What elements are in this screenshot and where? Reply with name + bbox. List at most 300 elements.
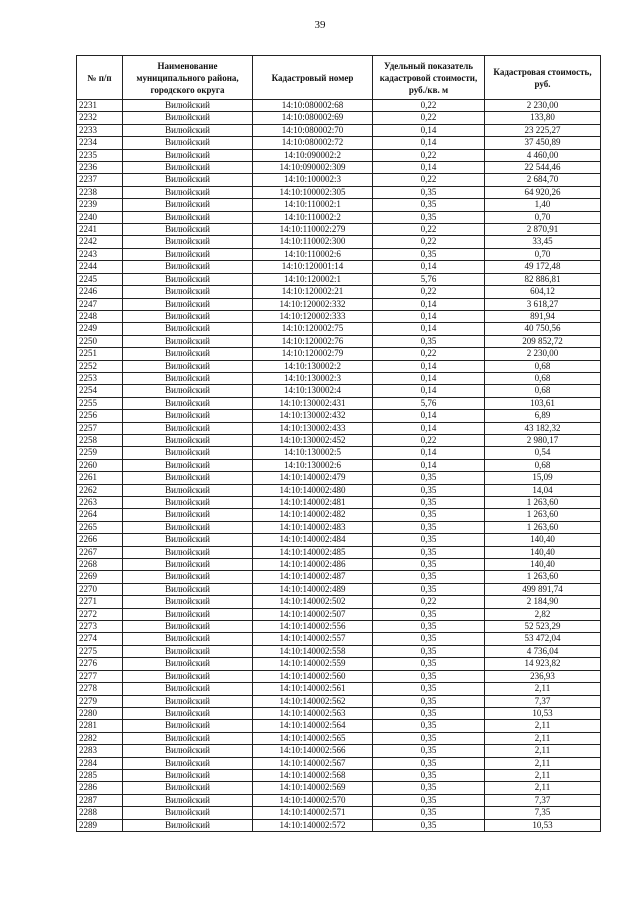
row-number-cell: 2271 [77,596,123,608]
cadastral-number-cell: 14:10:140002:489 [253,583,373,595]
row-number-cell: 2284 [77,757,123,769]
cadastral-value-cell: 140,40 [485,546,601,558]
unit-rate-cell: 0,35 [373,819,485,831]
row-number-cell: 2246 [77,286,123,298]
table-row [77,732,601,744]
cadastral-value-cell: 7,37 [485,695,601,707]
cadastral-value-cell: 0,68 [485,385,601,397]
row-number-cell: 2248 [77,310,123,322]
row-number-cell: 2278 [77,683,123,695]
district-cell: Вилюйский [123,236,253,248]
cadastral-number-cell: 14:10:140002:487 [253,571,373,583]
row-number-cell: 2269 [77,571,123,583]
unit-rate-cell: 0,35 [373,683,485,695]
cadastral-number-cell: 14:10:140002:562 [253,695,373,707]
cadastral-number-cell: 14:10:140002:480 [253,484,373,496]
table-row [77,596,601,608]
table-row [77,273,601,285]
cadastral-number-cell: 14:10:140002:485 [253,546,373,558]
cadastral-value-cell: 2,11 [485,782,601,794]
row-number-cell: 2270 [77,583,123,595]
row-number-cell: 2234 [77,137,123,149]
unit-rate-cell: 0,22 [373,236,485,248]
cadastral-value-cell: 2,82 [485,608,601,620]
table-row [77,707,601,719]
table-row [77,174,601,186]
cadastral-number-cell: 14:10:140002:563 [253,707,373,719]
row-number-cell: 2239 [77,199,123,211]
cadastral-value-cell: 0,70 [485,248,601,260]
unit-rate-cell: 0,35 [373,745,485,757]
cadastral-number-cell: 14:10:140002:483 [253,521,373,533]
district-cell: Вилюйский [123,645,253,657]
district-cell: Вилюйский [123,310,253,322]
cadastral-value-cell: 2 870,91 [485,224,601,236]
cadastral-value-cell: 52 523,29 [485,621,601,633]
unit-rate-cell: 0,14 [373,360,485,372]
cadastral-value-cell: 2 230,00 [485,100,601,112]
cadastral-value-cell: 236,93 [485,670,601,682]
table-row [77,769,601,781]
district-cell: Вилюйский [123,186,253,198]
row-number-cell: 2263 [77,497,123,509]
district-cell: Вилюйский [123,658,253,670]
cadastral-number-cell: 14:10:120002:332 [253,298,373,310]
unit-rate-cell: 0,35 [373,484,485,496]
unit-rate-cell: 0,35 [373,186,485,198]
row-number-cell: 2259 [77,447,123,459]
district-cell: Вилюйский [123,794,253,806]
row-number-cell: 2277 [77,670,123,682]
unit-rate-cell: 0,35 [373,583,485,595]
cadastral-number-cell: 14:10:130002:3 [253,372,373,384]
district-cell: Вилюйский [123,261,253,273]
cadastral-number-cell: 14:10:140002:482 [253,509,373,521]
unit-rate-cell: 0,35 [373,472,485,484]
row-number-cell: 2283 [77,745,123,757]
row-number-cell: 2247 [77,298,123,310]
district-cell: Вилюйский [123,323,253,335]
district-cell: Вилюйский [123,459,253,471]
cadastral-value-cell: 10,53 [485,819,601,831]
table-row [77,224,601,236]
cadastral-number-cell: 14:10:120002:333 [253,310,373,322]
cadastral-number-cell: 14:10:140002:560 [253,670,373,682]
row-number-cell: 2233 [77,124,123,136]
unit-rate-cell: 0,35 [373,670,485,682]
cadastral-number-cell: 14:10:090002:309 [253,162,373,174]
cadastral-value-cell: 82 886,81 [485,273,601,285]
unit-rate-cell: 0,22 [373,286,485,298]
cadastral-number-cell: 14:10:130002:431 [253,397,373,409]
unit-rate-cell: 0,35 [373,658,485,670]
cadastral-value-cell: 140,40 [485,534,601,546]
row-number-cell: 2258 [77,434,123,446]
table-row [77,807,601,819]
cadastral-number-cell: 14:10:140002:484 [253,534,373,546]
cadastral-number-cell: 14:10:140002:567 [253,757,373,769]
cadastral-number-cell: 14:10:140002:568 [253,769,373,781]
cadastral-number-cell: 14:10:140002:572 [253,819,373,831]
table-row [77,583,601,595]
cadastral-value-cell: 0,68 [485,372,601,384]
row-number-cell: 2282 [77,732,123,744]
unit-rate-cell: 0,14 [373,422,485,434]
district-cell: Вилюйский [123,224,253,236]
table-row [77,112,601,124]
table-row [77,782,601,794]
district-cell: Вилюйский [123,100,253,112]
row-number-cell: 2251 [77,348,123,360]
district-cell: Вилюйский [123,596,253,608]
table-row [77,236,601,248]
row-number-cell: 2242 [77,236,123,248]
unit-rate-cell: 0,35 [373,621,485,633]
row-number-cell: 2285 [77,769,123,781]
cadastral-number-cell: 14:10:110002:1 [253,199,373,211]
row-number-cell: 2254 [77,385,123,397]
table-row [77,658,601,670]
row-number-cell: 2273 [77,621,123,633]
unit-rate-cell: 0,14 [373,162,485,174]
row-number-cell: 2267 [77,546,123,558]
unit-rate-cell: 5,76 [373,397,485,409]
unit-rate-cell: 0,22 [373,434,485,446]
row-number-cell: 2237 [77,174,123,186]
table-row [77,472,601,484]
district-cell: Вилюйский [123,199,253,211]
cadastral-number-cell: 14:10:120001:14 [253,261,373,273]
unit-rate-cell: 0,35 [373,497,485,509]
cadastral-number-cell: 14:10:140002:558 [253,645,373,657]
unit-rate-cell: 0,14 [373,372,485,384]
cadastral-value-cell: 133,80 [485,112,601,124]
row-number-cell: 2268 [77,559,123,571]
district-cell: Вилюйский [123,546,253,558]
row-number-cell: 2238 [77,186,123,198]
cadastral-value-table [76,55,601,832]
cadastral-value-cell: 209 852,72 [485,335,601,347]
table-row [77,497,601,509]
cadastral-value-cell: 2,11 [485,683,601,695]
cadastral-number-cell: 14:10:140002:569 [253,782,373,794]
unit-rate-cell: 0,35 [373,732,485,744]
table-row [77,521,601,533]
unit-rate-cell: 0,14 [373,323,485,335]
cadastral-value-cell: 43 182,32 [485,422,601,434]
table-row [77,745,601,757]
cadastral-number-cell: 14:10:120002:76 [253,335,373,347]
cadastral-number-cell: 14:10:110002:300 [253,236,373,248]
district-cell: Вилюйский [123,509,253,521]
table-row [77,571,601,583]
table-row [77,633,601,645]
row-number-cell: 2241 [77,224,123,236]
cadastral-number-cell: 14:10:140002:561 [253,683,373,695]
cadastral-number-cell: 14:10:140002:566 [253,745,373,757]
cadastral-value-cell: 23 225,27 [485,124,601,136]
unit-rate-cell: 0,35 [373,782,485,794]
row-number-cell: 2276 [77,658,123,670]
row-number-cell: 2275 [77,645,123,657]
row-number-cell: 2249 [77,323,123,335]
table-row [77,124,601,136]
cadastral-value-cell: 103,61 [485,397,601,409]
district-cell: Вилюйский [123,112,253,124]
district-cell: Вилюйский [123,385,253,397]
row-number-cell: 2279 [77,695,123,707]
table-row [77,720,601,732]
cadastral-number-cell: 14:10:130002:452 [253,434,373,446]
unit-rate-cell: 0,14 [373,410,485,422]
cadastral-value-cell: 499 891,74 [485,583,601,595]
header-row-number: № п/п [77,56,123,100]
unit-rate-cell: 0,14 [373,385,485,397]
district-cell: Вилюйский [123,149,253,161]
cadastral-number-cell: 14:10:130002:6 [253,459,373,471]
row-number-cell: 2256 [77,410,123,422]
district-cell: Вилюйский [123,434,253,446]
unit-rate-cell: 0,35 [373,571,485,583]
district-cell: Вилюйский [123,174,253,186]
district-cell: Вилюйский [123,397,253,409]
unit-rate-cell: 0,22 [373,149,485,161]
row-number-cell: 2232 [77,112,123,124]
district-cell: Вилюйский [123,559,253,571]
unit-rate-cell: 0,35 [373,509,485,521]
unit-rate-cell: 0,35 [373,608,485,620]
district-cell: Вилюйский [123,472,253,484]
table-row [77,459,601,471]
unit-rate-cell: 0,35 [373,248,485,260]
district-cell: Вилюйский [123,720,253,732]
row-number-cell: 2265 [77,521,123,533]
table-row [77,199,601,211]
district-cell: Вилюйский [123,298,253,310]
table-row [77,211,601,223]
cadastral-value-cell: 1,40 [485,199,601,211]
cadastral-value-cell: 6,89 [485,410,601,422]
district-cell: Вилюйский [123,447,253,459]
cadastral-number-cell: 14:10:130002:2 [253,360,373,372]
district-cell: Вилюйский [123,670,253,682]
cadastral-number-cell: 14:10:140002:556 [253,621,373,633]
row-number-cell: 2255 [77,397,123,409]
row-number-cell: 2243 [77,248,123,260]
table-row [77,546,601,558]
table-row [77,298,601,310]
unit-rate-cell: 0,22 [373,174,485,186]
cadastral-value-cell: 7,37 [485,794,601,806]
unit-rate-cell: 0,35 [373,807,485,819]
cadastral-value-cell: 37 450,89 [485,137,601,149]
table-row [77,695,601,707]
row-number-cell: 2274 [77,633,123,645]
unit-rate-cell: 0,14 [373,459,485,471]
row-number-cell: 2262 [77,484,123,496]
district-cell: Вилюйский [123,484,253,496]
district-cell: Вилюйский [123,124,253,136]
district-cell: Вилюйский [123,521,253,533]
row-number-cell: 2257 [77,422,123,434]
unit-rate-cell: 0,35 [373,769,485,781]
table-row [77,310,601,322]
table-row [77,372,601,384]
row-number-cell: 2236 [77,162,123,174]
cadastral-value-cell: 22 544,46 [485,162,601,174]
cadastral-value-cell: 14 923,82 [485,658,601,670]
cadastral-value-cell: 14,04 [485,484,601,496]
table-row [77,186,601,198]
district-cell: Вилюйский [123,162,253,174]
table-row [77,534,601,546]
unit-rate-cell: 0,35 [373,720,485,732]
cadastral-value-cell: 2,11 [485,745,601,757]
table-row [77,621,601,633]
table-row [77,670,601,682]
row-number-cell: 2261 [77,472,123,484]
table-row [77,434,601,446]
table-row [77,100,601,112]
cadastral-number-cell: 14:10:110002:279 [253,224,373,236]
cadastral-number-cell: 14:10:140002:479 [253,472,373,484]
cadastral-number-cell: 14:10:140002:570 [253,794,373,806]
district-cell: Вилюйский [123,732,253,744]
cadastral-number-cell: 14:10:140002:486 [253,559,373,571]
cadastral-value-cell: 2 980,17 [485,434,601,446]
district-cell: Вилюйский [123,273,253,285]
cadastral-number-cell: 14:10:120002:1 [253,273,373,285]
cadastral-number-cell: 14:10:140002:565 [253,732,373,744]
header-row [77,56,601,100]
row-number-cell: 2235 [77,149,123,161]
district-cell: Вилюйский [123,819,253,831]
district-cell: Вилюйский [123,782,253,794]
cadastral-number-cell: 14:10:080002:70 [253,124,373,136]
unit-rate-cell: 0,22 [373,224,485,236]
cadastral-number-cell: 14:10:130002:432 [253,410,373,422]
unit-rate-cell: 0,35 [373,707,485,719]
table-row [77,645,601,657]
header-district: Наименование муниципального района, городского округа [123,56,253,100]
cadastral-number-cell: 14:10:130002:5 [253,447,373,459]
cadastral-value-cell: 604,12 [485,286,601,298]
cadastral-value-cell: 53 472,04 [485,633,601,645]
header-cadastral-number: Кадастровый номер [253,56,373,100]
district-cell: Вилюйский [123,757,253,769]
district-cell: Вилюйский [123,137,253,149]
cadastral-value-cell: 2,11 [485,757,601,769]
row-number-cell: 2253 [77,372,123,384]
cadastral-number-cell: 14:10:120002:79 [253,348,373,360]
table-row [77,360,601,372]
cadastral-number-cell: 14:10:130002:4 [253,385,373,397]
district-cell: Вилюйский [123,621,253,633]
cadastral-number-cell: 14:10:120002:75 [253,323,373,335]
table-row [77,348,601,360]
cadastral-number-cell: 14:10:080002:68 [253,100,373,112]
row-number-cell: 2252 [77,360,123,372]
district-cell: Вилюйский [123,807,253,819]
district-cell: Вилюйский [123,571,253,583]
district-cell: Вилюйский [123,335,253,347]
cadastral-number-cell: 14:10:140002:481 [253,497,373,509]
unit-rate-cell: 0,35 [373,521,485,533]
unit-rate-cell: 0,22 [373,112,485,124]
unit-rate-cell: 0,22 [373,348,485,360]
unit-rate-cell: 5,76 [373,273,485,285]
row-number-cell: 2245 [77,273,123,285]
district-cell: Вилюйский [123,769,253,781]
table-row [77,323,601,335]
cadastral-value-cell: 49 172,48 [485,261,601,273]
cadastral-value-cell: 2 684,70 [485,174,601,186]
cadastral-number-cell: 14:10:090002:2 [253,149,373,161]
table-body [77,100,601,832]
cadastral-number-cell: 14:10:110002:6 [253,248,373,260]
cadastral-value-cell: 40 750,56 [485,323,601,335]
unit-rate-cell: 0,35 [373,559,485,571]
district-cell: Вилюйский [123,707,253,719]
row-number-cell: 2280 [77,707,123,719]
unit-rate-cell: 0,35 [373,534,485,546]
page-number: 39 [314,19,326,31]
cadastral-number-cell: 14:10:140002:564 [253,720,373,732]
cadastral-value-cell: 0,54 [485,447,601,459]
cadastral-number-cell: 14:10:140002:571 [253,807,373,819]
cadastral-value-cell: 2,11 [485,769,601,781]
table-row [77,261,601,273]
unit-rate-cell: 0,14 [373,124,485,136]
table-row [77,397,601,409]
row-number-cell: 2260 [77,459,123,471]
table-row [77,410,601,422]
cadastral-value-cell: 140,40 [485,559,601,571]
table-row [77,509,601,521]
cadastral-value-cell: 33,45 [485,236,601,248]
cadastral-value-cell: 4 460,00 [485,149,601,161]
table-header [77,56,601,100]
table-row [77,248,601,260]
district-cell: Вилюйский [123,286,253,298]
district-cell: Вилюйский [123,372,253,384]
table-row [77,819,601,831]
table-row [77,559,601,571]
table-row [77,385,601,397]
cadastral-value-cell: 15,09 [485,472,601,484]
row-number-cell: 2289 [77,819,123,831]
table-row [77,286,601,298]
unit-rate-cell: 0,14 [373,310,485,322]
district-cell: Вилюйский [123,360,253,372]
cadastral-number-cell: 14:10:110002:2 [253,211,373,223]
table-row [77,162,601,174]
table-row [77,149,601,161]
row-number-cell: 2264 [77,509,123,521]
row-number-cell: 2287 [77,794,123,806]
cadastral-value-cell: 7,35 [485,807,601,819]
unit-rate-cell: 0,14 [373,298,485,310]
header-unit-rate: Удельный показатель кадастровой стоимости, руб./кв. м [373,56,485,100]
cadastral-number-cell: 14:10:080002:72 [253,137,373,149]
district-cell: Вилюйский [123,497,253,509]
row-number-cell: 2272 [77,608,123,620]
cadastral-number-cell: 14:10:120002:21 [253,286,373,298]
cadastral-value-cell: 1 263,60 [485,571,601,583]
district-cell: Вилюйский [123,211,253,223]
unit-rate-cell: 0,35 [373,633,485,645]
table-row [77,447,601,459]
